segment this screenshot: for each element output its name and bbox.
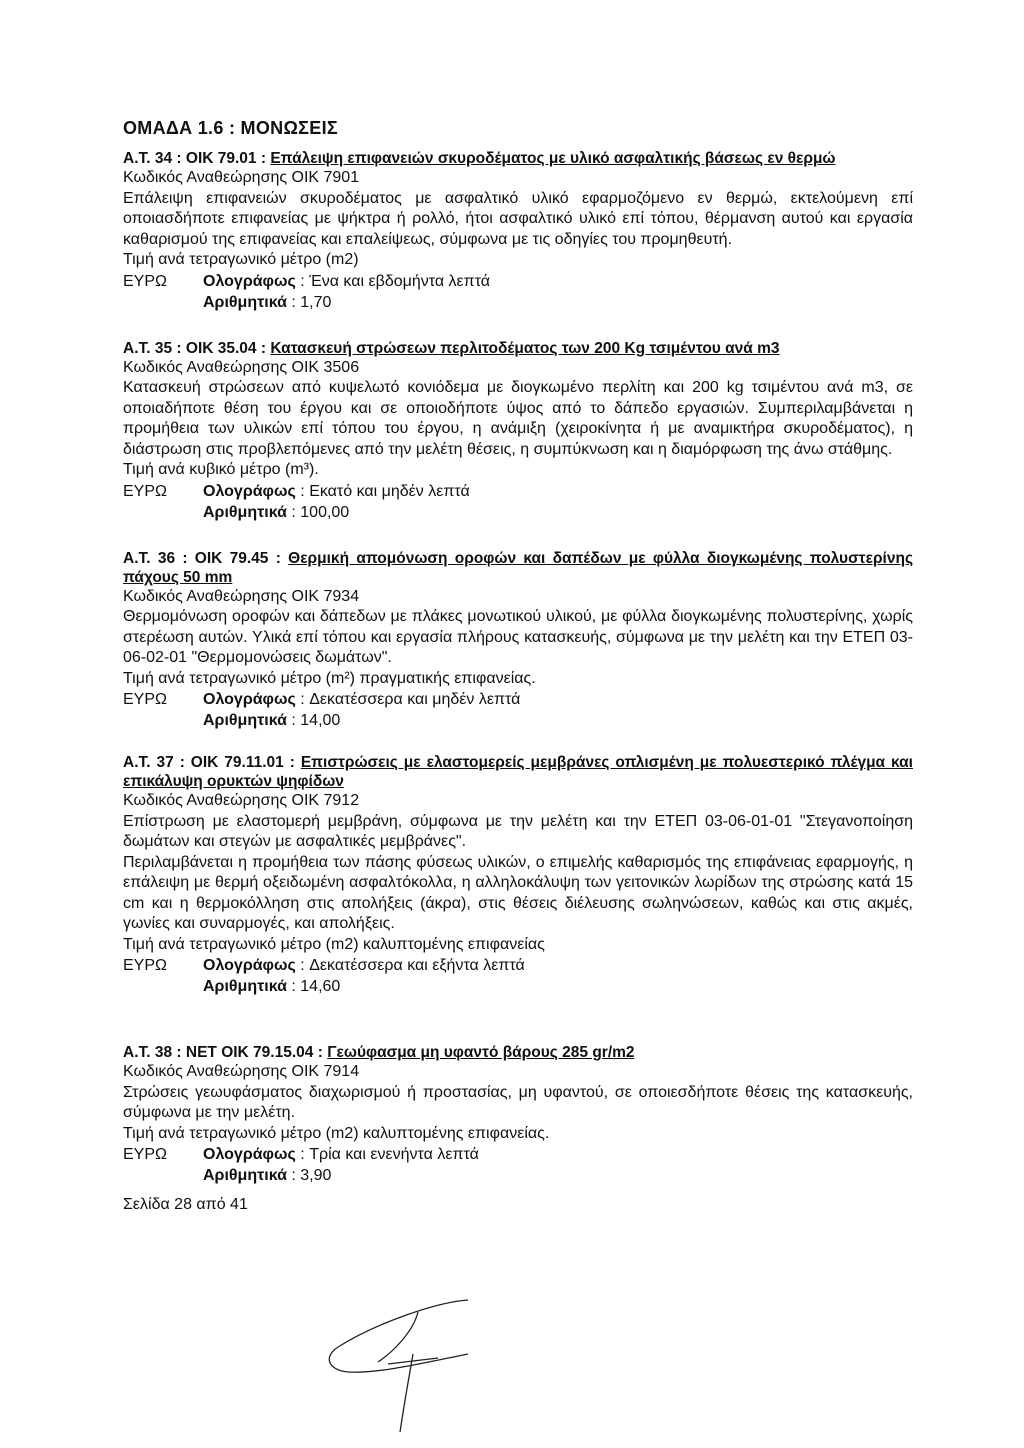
revision-code: Κωδικός Αναθεώρησης ΟΙΚ 7901: [123, 169, 360, 186]
item-code: Α.Τ. 38 : ΝΕΤ ΟΙΚ 79.15.04 :: [123, 1044, 323, 1061]
item-title: Επάλειψη επιφανειών σκυροδέματος με υλικό ασφαλτικής βάσεως εν θερμώ: [270, 150, 836, 167]
unit-price-label: Τιμή ανά τετραγωνικό μέτρο (m²) πραγματικής επιφανείας.: [123, 669, 536, 687]
currency: ΕΥΡΩ: [123, 1146, 167, 1163]
price-words-row: ΕΥΡΩ Ολογράφως : Δεκατέσσερα και εξήντα λεπτά: [123, 957, 525, 974]
item-title: Κατασκευή στρώσεων περλιτοδέματος των 200 Kg τσιμέντου ανά m3: [270, 339, 780, 357]
item-code: Α.Τ. 37 : ΟΙΚ 79.11.01 :: [123, 754, 295, 771]
unit-price-label: Τιμή ανά τετραγωνικό μέτρο (m2) καλυπτομένης επιφανείας.: [123, 1124, 550, 1142]
item-description: Κατασκευή στρώσεων από κυψελωτό κονιόδεμα με διογκωμένο περλίτη και 200 kg τσιμέντου ανά m3, σε οποιαδήποτε θέση του έργου και σε οποιοδήποτε ύψος από το δάπεδο εργασιών. Συμπεριλαμβάνεται η προμήθεια των υλικών επί τόπου του έργου, η ανάμιξη (χειροκίνητα ή με αναμικτήρα σκυροδέματος), η διάστρωση στις προβλεπόμενες από την μελέτη θέσεις, η συμπύκνωση και η διαμόρφωση της άνω στάθμης.: [123, 379, 913, 458]
item-title: Γεωύφασμα μη υφαντό βάρους 285 gr/m2: [327, 1044, 635, 1061]
number-value: 14,00: [300, 712, 341, 729]
price-words-row: ΕΥΡΩ Ολογράφως : Ένα και εβδομήντα λεπτά: [123, 272, 491, 290]
revision-code: Κωδικός Αναθεώρησης ΟΙΚ 7912: [123, 792, 360, 809]
price-item: [123, 339, 913, 523]
item-code: Α.Τ. 36 : ΟΙΚ 79.45 :: [123, 549, 281, 567]
currency: ΕΥΡΩ: [123, 482, 167, 500]
number-label: Αριθμητικά: [203, 293, 287, 311]
words-label: Ολογράφως: [203, 272, 296, 290]
words-label: Ολογράφως: [203, 1146, 296, 1163]
number-value: 14,60: [300, 978, 341, 995]
item-heading: [123, 753, 913, 791]
price-number-row: Αριθμητικά : 14,60: [203, 978, 341, 995]
price-item: [123, 753, 913, 997]
number-label: Αριθμητικά: [203, 978, 287, 995]
number-value: 3,90: [300, 1167, 332, 1184]
item-heading: [123, 1043, 913, 1062]
item-code: Α.Τ. 35 : ΟΙΚ 35.04 :: [123, 339, 267, 357]
price-item: [123, 549, 913, 732]
words-value: Εκατό και μηδέν λεπτά: [309, 482, 470, 500]
handwritten-signature: [318, 1292, 478, 1442]
item-description: Θερμομόνωση οροφών και δάπεδων με πλάκες μονωτικού υλικού, με φύλλα διογκωμένης πολυστερίνης, χωρίς στερέωση αυτών. Υλικά επί τόπου και εργασία πλήρους κατασκευής, σύμφωνα με την μελέτη και την ΕΤΕΠ 03-06-02-01 "Θερμομονώσεις δωμάτων".: [123, 608, 913, 666]
words-label: Ολογράφως: [203, 957, 296, 974]
price-words-row: ΕΥΡΩ Ολογράφως : Τρία και ενενήντα λεπτά: [123, 1146, 479, 1163]
currency: ΕΥΡΩ: [123, 957, 167, 974]
words-label: Ολογράφως: [203, 482, 296, 500]
number-value: 100,00: [300, 503, 350, 521]
revision-code: Κωδικός Αναθεώρησης ΟΙΚ 3506: [123, 358, 360, 376]
item-heading: [123, 339, 913, 358]
price-words-row: ΕΥΡΩ Ολογράφως : Εκατό και μηδέν λεπτά: [123, 482, 470, 500]
price-words-row: ΕΥΡΩ Ολογράφως : Δεκατέσσερα και μηδέν λεπτά: [123, 691, 521, 708]
unit-price-label: Τιμή ανά κυβικό μέτρο (m³).: [123, 461, 319, 478]
number-label: Αριθμητικά: [203, 712, 287, 729]
unit-price-label: Τιμή ανά τετραγωνικό μέτρο (m2): [123, 251, 359, 268]
price-number-row: Αριθμητικά : 1,70: [203, 293, 332, 311]
item-description: Επίστρωση με ελαστομερή μεμβράνη, σύμφωνα με την μελέτη και την ΕΤΕΠ 03-06-01-01 "Στεγανοποίηση δωμάτων και στεγών με ασφαλτικές μεμβράνες".: [123, 812, 913, 850]
item-description: Περιλαμβάνεται η προμήθεια των πάσης φύσεως υλικών, ο επιμελής καθαρισμός της επιφάνειας εφαρμογής, η επάλειψη με θερμή οξειδωμένη ασφαλτόκολλα, η αλληλοκάλυψη των γειτονικών λωρίδων της στρώσης κατά 15 cm και η θερμοκόλληση στις απολήξεις (άκρα), στις θέσεις διέλευσης σωληνώσεων, καθώς και στις ακμές, γωνίες και συναρμογές, και απολήξεις.: [123, 853, 913, 932]
revision-code: Κωδικός Αναθεώρησης ΟΙΚ 7914: [123, 1063, 360, 1080]
document-page: [123, 118, 913, 1214]
item-heading: [123, 149, 913, 168]
currency: ΕΥΡΩ: [123, 272, 167, 290]
number-value: 1,70: [300, 293, 332, 311]
currency: ΕΥΡΩ: [123, 691, 167, 708]
price-number-row: Αριθμητικά : 14,00: [203, 712, 341, 729]
item-description: Επάλειψη επιφανειών σκυροδέματος με ασφαλτικό υλικό εφαρμοζόμενο εν θερμώ, εκτελούμενη επί οποιασδήποτε επιφανείας με ψήκτρα ή ρολλό, ήτοι ασφαλτικό υλικό επί τόπου, θέρμανση αυτού και εργασία καθαρισμού της επιφανείας και επαλείψεως, σύμφωνα με τις οδηγίες του προμηθευτή.: [123, 189, 913, 248]
unit-price-label: Τιμή ανά τετραγωνικό μέτρο (m2) καλυπτομένης επιφανείας: [123, 935, 545, 953]
item-title: Επιστρώσεις με ελαστομερείς μεμβράνες οπλισμένη με πολυεστερικό πλέγμα και επικάλυψη ορυκτών ψηφίδων: [123, 754, 913, 790]
price-number-row: Αριθμητικά : 100,00: [203, 503, 350, 521]
item-description: Στρώσεις γεωυφάσματος διαχωρισμού ή προστασίας, μη υφαντού, σε οποιεσδήποτε θέσεις της κατασκευής, σύμφωνα με την μελέτη.: [123, 1083, 913, 1121]
words-value: Δεκατέσσερα και εξήντα λεπτά: [309, 957, 525, 974]
item-heading: [123, 549, 913, 587]
price-item: [123, 149, 913, 313]
price-item: [123, 1043, 913, 1186]
number-label: Αριθμητικά: [203, 1167, 287, 1184]
revision-code: Κωδικός Αναθεώρησης ΟΙΚ 7934: [123, 587, 360, 605]
words-value: Τρία και ενενήντα λεπτά: [309, 1146, 479, 1163]
words-value: Δεκατέσσερα και μηδέν λεπτά: [309, 691, 521, 708]
item-code: Α.Τ. 34 : ΟΙΚ 79.01 :: [123, 150, 267, 167]
item-title: Θερμική απομόνωση οροφών και δαπέδων με φύλλα διογκωμένης πολυστερίνης πάχους 50 mm: [123, 549, 913, 586]
group-title: ΟΜΑΔΑ 1.6 : ΜΟΝΩΣΕΙΣ: [123, 118, 338, 138]
words-value: Ένα και εβδομήντα λεπτά: [309, 272, 491, 290]
number-label: Αριθμητικά: [203, 503, 287, 521]
price-number-row: Αριθμητικά : 3,90: [203, 1167, 332, 1184]
page-number: Σελίδα 28 από 41: [123, 1196, 248, 1213]
words-label: Ολογράφως: [203, 691, 296, 708]
